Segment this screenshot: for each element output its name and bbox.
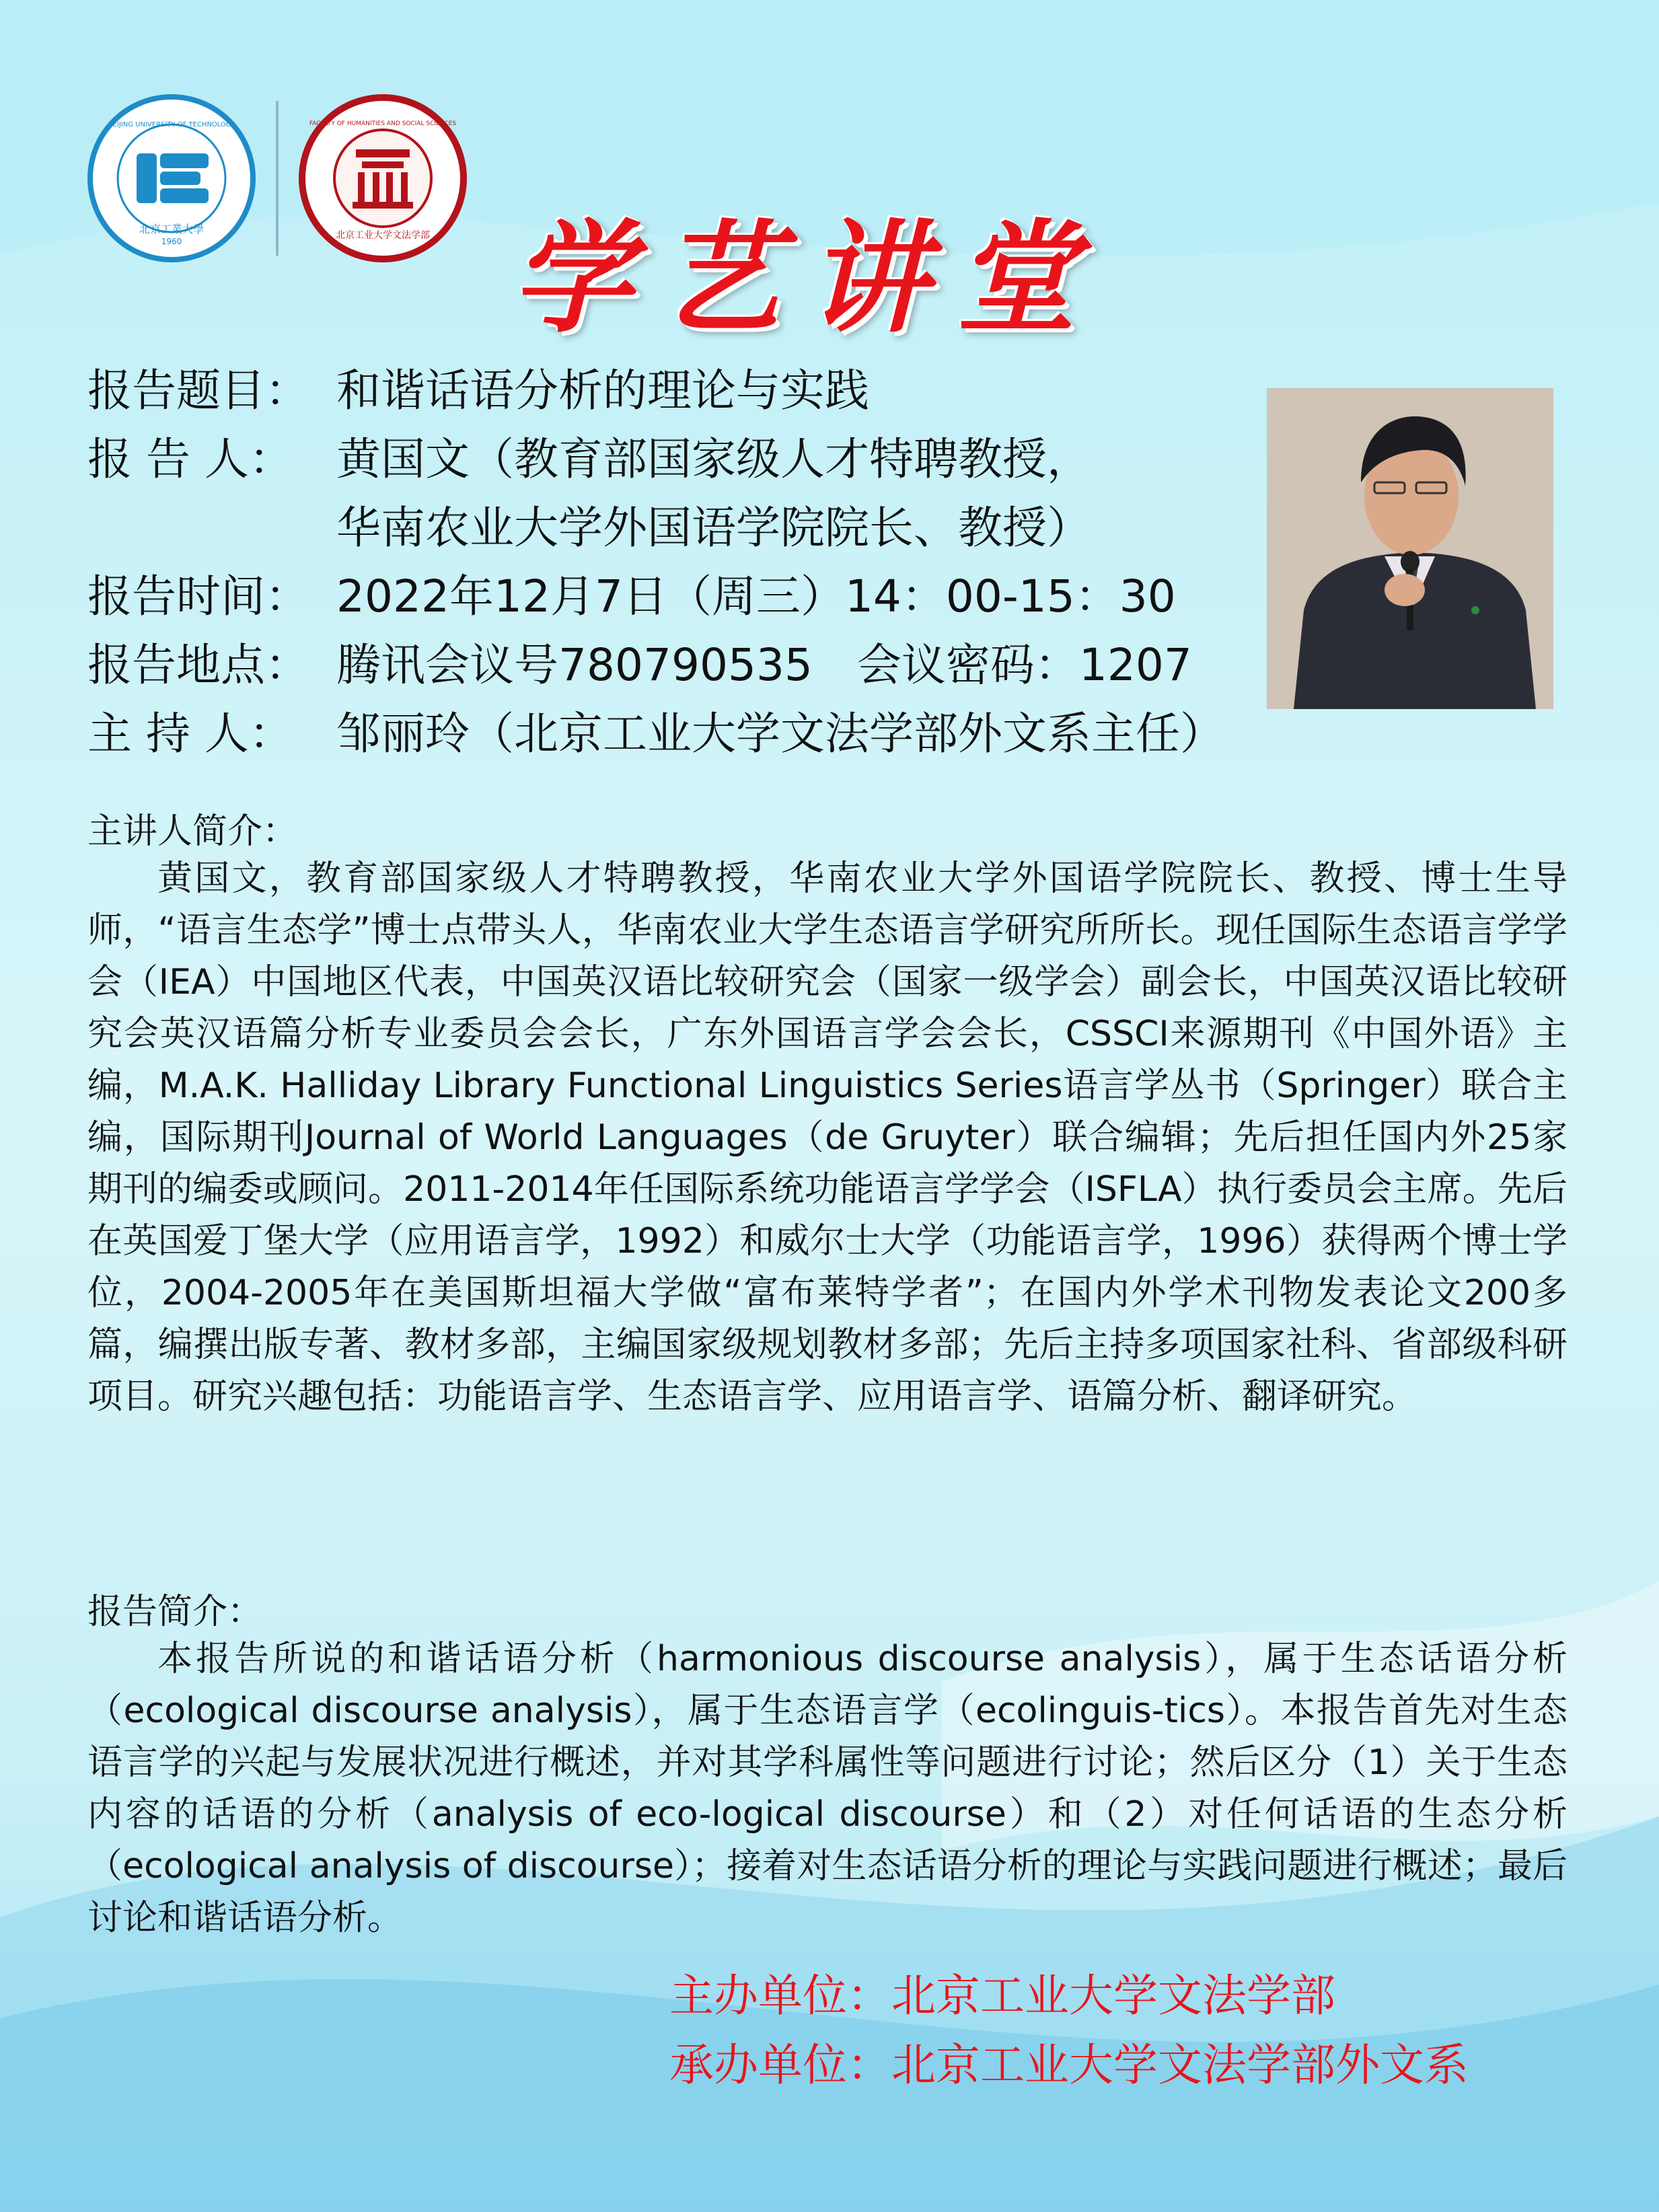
bjut-logo-icon [87,94,256,262]
co-organizer-label: 承办单位： [669,2039,891,2091]
organizers [669,1961,1469,2100]
abstract-paragraph: 本报告所说的和谐话语分析（harmonious discourse analysis），属于生态话语分析（ecological discourse analysis），属于生态语言学（ecolinguis-tics）。本报告首先对生态语言学的兴起与发展状况进行概述，并对其学科属性等问题进行讨论；然后区分（1）关于生态内容的话语的分析（analysis of eco-logical discourse）和（2）对任何话语的生态分析（ecological analysis of discourse）；接着对生态话语分析的理论与实践问题进行概述；最后讨论和谐话语分析。 [87,1639,1568,1938]
bjut-emblem [93,100,250,257]
page-title: 学艺讲堂 [511,207,1104,349]
speaker-photo [1267,388,1553,709]
host-value: 邹丽玲（北京工业大学文法学部外文系主任） [336,708,1224,760]
speaker-row-cont [87,494,1231,562]
speaker-row [87,425,1231,494]
bjut-logo-cn: 北京工業大學 [139,223,205,235]
place-label: 报告地点： [87,639,309,691]
topic-row [87,357,1231,425]
co-organizer-value: 北京工业大学文法学部外文系 [891,2039,1469,2091]
speaker-value-line2: 华南农业大学外国语学院院长、教授） [336,502,1091,554]
host-organizer-value: 北京工业大学文法学部 [891,1970,1335,2022]
lecture-abstract-section [87,1583,1568,1944]
fhss-seal-icon [299,94,467,262]
abstract-heading: 报告简介： [87,1592,263,1632]
topic-value: 和谐话语分析的理论与实践 [336,365,869,416]
host-organizer-row [669,1961,1469,2030]
time-value: 2022年12月7日（周三）14：00-15：30 [336,570,1176,622]
speaker-value-line1: 黄国文（教育部国家级人才特聘教授， [336,433,1091,485]
host-organizer-label: 主办单位： [669,1970,891,2022]
time-label: 报告时间： [87,570,309,622]
host-row [87,700,1231,768]
logo-bar [87,94,467,262]
topic-label: 报告题目： [87,365,309,416]
bjut-logo-en: BEIJING UNIVERSITY OF TECHNOLOGY [108,121,235,128]
host-label: 主 持 人： [87,708,293,760]
bio-heading: 主讲人简介： [87,811,298,852]
place-row [87,631,1231,700]
place-value: 腾讯会议号780790535 会议密码：1207 [336,639,1192,691]
bjut-logo-year: 1960 [161,237,182,246]
fhss-logo-cn: 北京工业大学文法学部 [336,230,430,241]
co-organizer-row [669,2030,1469,2100]
speaker-label: 报 告 人： [87,433,293,485]
logo-divider [276,101,279,256]
speaker-bio-section [87,803,1568,1423]
bio-paragraph: 黄国文，教育部国家级人才特聘教授，华南农业大学外国语学院院长、教授、博士生导师，“语言生态学”博士点带头人，华南农业大学生态语言学研究所所长。现任国际生态语言学学会（IEA）中国地区代表，中国英汉语比较研究会（国家一级学会）副会长，中国英汉语比较研究会英汉语篇分析专业委员会会长，广东外国语言学会会长，CSSCI来源期刊《中国外语》主编，M.A.K. Halliday Library Functional Linguistics Series语言学丛书（Springer）联合主编，国际期刊Journal of World Languages（de Gruyter）联合编辑；先后担任国内外25家期刊的编委或顾问。2011-2014年任国际系统功能语言学学会（ISFLA）执行委员会主席。先后在英国爱丁堡大学（应用语言学，1992）和威尔士大学（功能语言学，1996）获得两个博士学位，2004-2005年在美国斯坦福大学做“富布莱特学者”；在国内外学术刊物发表论文200多篇，编撰出版专著、教材多部，主编国家级规划教材多部；先后主持多项国家社科、省部级科研项目。研究兴趣包括：功能语言学、生态语言学、应用语言学、语篇分析、翻译研究。 [87,858,1568,1417]
time-row [87,562,1231,631]
fhss-emblem [305,101,460,256]
fhss-logo-en: FACULTY OF HUMANITIES AND SOCIAL SCIENCES [309,120,457,127]
speaker-figure [1267,388,1553,709]
lecture-info [87,357,1231,768]
